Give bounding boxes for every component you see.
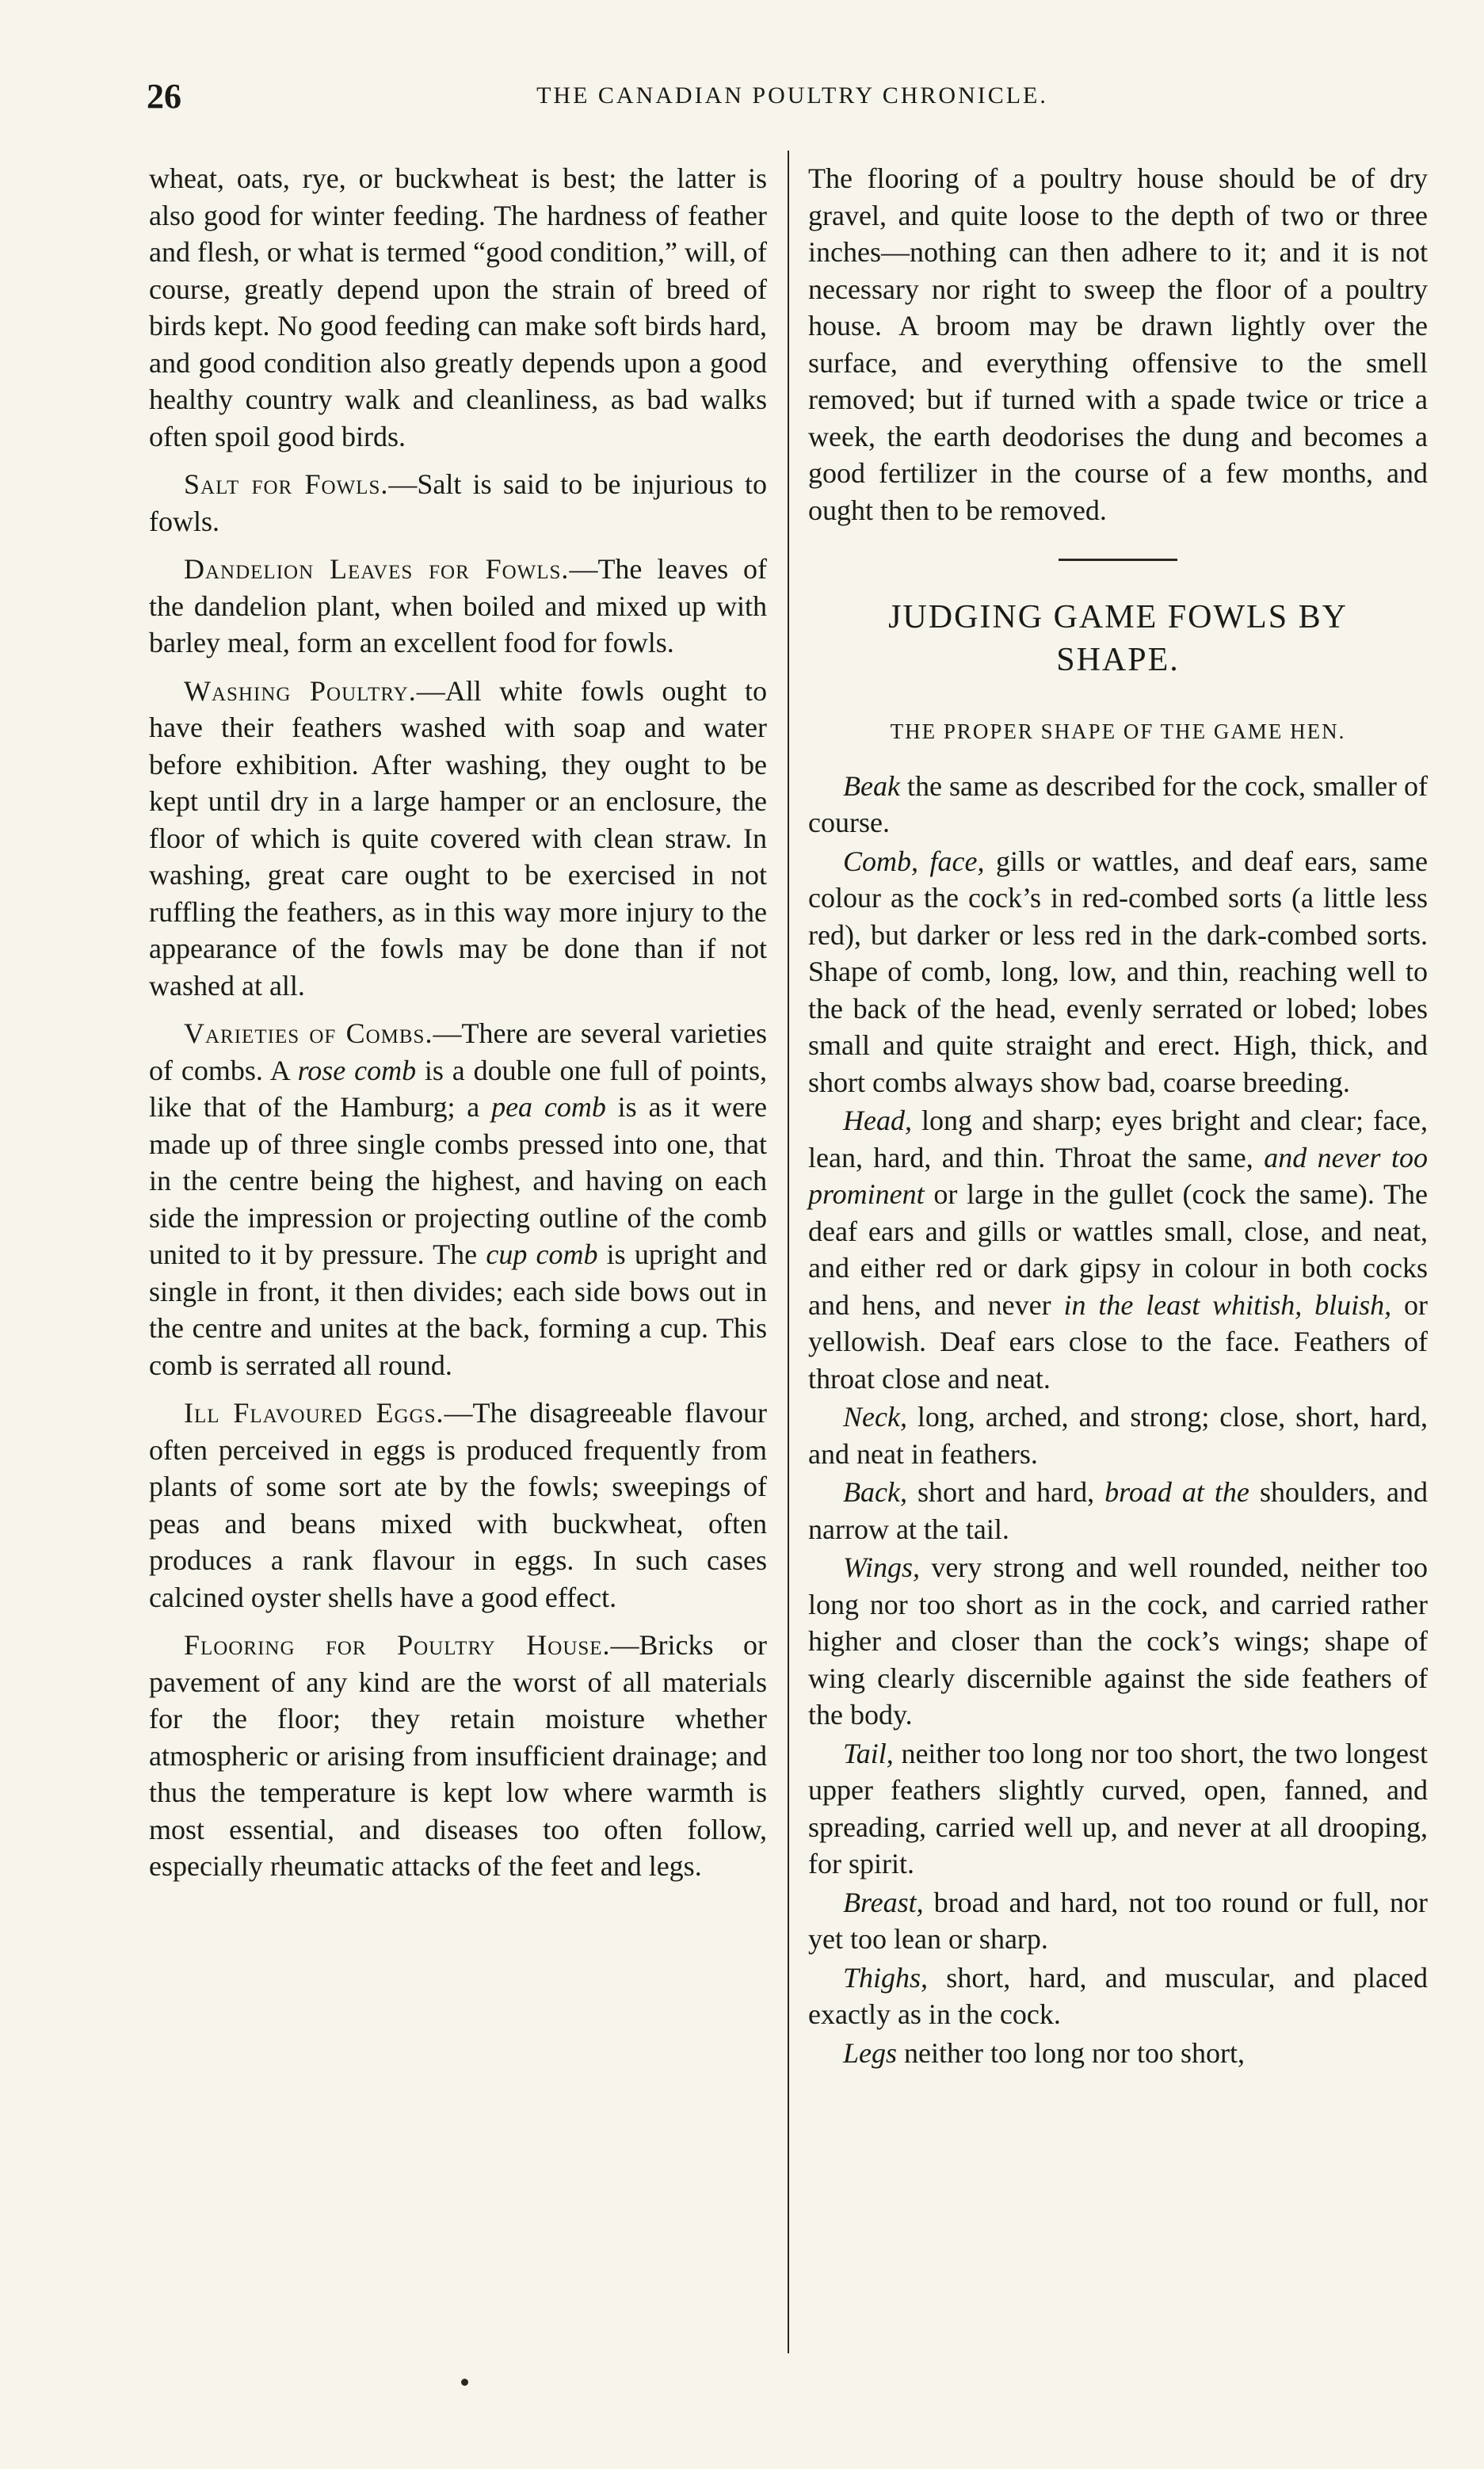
combs-text-c: is as it were made up of three single combs pressed into one, that in the centre being the highest, and having on each side the impression or projecting outline of the comb united to it by pressure. The: [149, 1091, 767, 1270]
tail-term: Tail,: [843, 1737, 894, 1769]
running-title: THE CANADIAN POULTRY CHRONICLE.: [536, 82, 1048, 109]
article-title: JUDGING GAME FOWLS BY SHAPE.: [888, 599, 1348, 678]
head-italic-1: and never too prominent: [808, 1141, 1428, 1210]
paragraph-head: [808, 1102, 1428, 1397]
paragraph-flooring: [149, 1627, 767, 1885]
wings-text: very strong and well rounded, neither too long nor too short as in the cock, and carried rather higher and closer than the cock’s wings; shape of wing clearly discernible against the side feathers of the body.: [808, 1551, 1428, 1731]
neck-term: Neck,: [843, 1401, 907, 1433]
wings-term: Wings,: [843, 1551, 921, 1583]
flooring-heading: Flooring for Poultry House.: [184, 1629, 611, 1661]
thighs-text: short, hard, and muscular, and placed exactly as in the cock.: [808, 1961, 1428, 2030]
dandelion-text: —The leaves of the dandelion plant, when boiled and mixed up with barley meal, form an excellent food for fowls.: [149, 553, 768, 658]
salt-heading: Salt for Fowls.: [184, 468, 389, 500]
beak-term: Beak: [843, 769, 900, 802]
ink-dot: [461, 2379, 468, 2386]
column-divider: [788, 151, 789, 2353]
paragraph-floor-gravel: The flooring of a poultry house should be of dry gravel, and quite loose to the depth of two or three inches—nothing can then adhere to it; and it is not necessary nor right to sweep the floor of a poultry house. A broom may be drawn lightly over the surface, and everything offensive to the smell removed; but if turned with a spade twice or trice a week, the earth deodorises the dung and becomes a good fertilizer in the course of a few months, and ought then to be removed.: [808, 162, 1428, 526]
combs-heading: Varieties of Combs.: [184, 1017, 433, 1049]
back-text-b: shoulders, and narrow at the tail.: [808, 1476, 1429, 1545]
paragraph-wings: [808, 1549, 1428, 1734]
head-italic-2: in the least whitish, bluish,: [1063, 1288, 1392, 1321]
thighs-term: Thighs,: [843, 1961, 929, 1994]
pea-comb-term: pea comb: [491, 1091, 606, 1123]
back-italic: broad at the: [1104, 1476, 1249, 1508]
washing-heading: Washing Poultry.: [184, 674, 417, 707]
back-text-a: short and hard,: [906, 1476, 1105, 1508]
combs-text-a: —There are several varieties of combs. A: [149, 1017, 767, 1086]
flooring-text: —Bricks or pavement of any kind are the worst of all materials for the floor; they retain moisture whether atmospheric or arising from insufficient drainage; and thus the temperature is kept low where warmth is most essential, and diseases too often follow, especially rheumatic attacks of the feet and legs.: [149, 1629, 767, 1882]
comb-text: gills or wattles, and deaf ears, same colour as the cock’s in red-combed sorts (a little less red), but darker or less red in the dark-combed sorts. Shape of comb, long, low, and thin, reaching well to the back of the head, evenly serrated or lobed; lobes small and quite straight and erect. High, thick, and short combs always show bad, coarse breeding.: [808, 845, 1428, 1098]
page-header: [147, 76, 1438, 124]
paragraph-legs: [808, 2035, 1428, 2072]
paragraph-comb: [808, 843, 1428, 1101]
paragraph-neck: [808, 1399, 1428, 1472]
head-text-a: long and sharp; eyes bright and clear; face, lean, hard, and thin. Throat the same,: [808, 1105, 1428, 1173]
head-text-c: or yellowish. Deaf ears close to the face. Feathers of throat close and neat.: [808, 1288, 1429, 1395]
legs-term: Legs: [843, 2036, 898, 2069]
article-subheading: THE PROPER SHAPE OF THE GAME HEN.: [890, 719, 1346, 743]
beak-text: the same as described for the cock, smaller of course.: [808, 769, 1428, 838]
salt-text: —Salt is said to be injurious to fowls.: [149, 468, 767, 537]
legs-text: neither too long nor too short,: [897, 2036, 1245, 2069]
left-column: [149, 160, 767, 1885]
paragraph-combs: [149, 1015, 767, 1383]
combs-text-b: is a double one full of points, like that of the Hamburg; a: [149, 1054, 767, 1123]
paragraph-salt: [149, 466, 767, 540]
rose-comb-term: rose comb: [297, 1054, 417, 1086]
paragraph-beak: [808, 768, 1428, 841]
paragraph-feeding: wheat, oats, rye, or buckwheat is best; the latter is also good for winter feeding. The hardness of feather and flesh, or what is termed “good condition,” will, of course, greatly depend upon the strain of breed of birds kept. No good feeding can make soft birds hard, and good condition also greatly depends upon a good healthy country walk and cleanliness, as bad walks often spoil good birds.: [149, 162, 767, 452]
eggs-text: —The disagreeable flavour often perceived in eggs is produced frequently from plants of some sort ate by the fowls; sweepings of peas and beans mixed with buckwheat, often produces a rank flavour in eggs. In such cases calcined oyster shells have a good effect.: [149, 1397, 767, 1613]
neck-text: long, arched, and strong; close, short, hard, and neat in feathers.: [808, 1401, 1428, 1470]
comb-term: Comb, face,: [843, 845, 985, 877]
tail-text: neither too long nor too short, the two longest upper feathers slightly curved, open, fanned, and spreading, carried well up, and never at all drooping, for spirit.: [808, 1737, 1428, 1879]
paragraph-washing: [149, 673, 767, 1005]
head-text-b: or large in the gullet (cock the same). The deaf ears and gills or wattles small, close, and neat, and either red or dark gipsy in colour in both cocks and hens, and never: [808, 1178, 1428, 1321]
paragraph-breast: [808, 1884, 1428, 1958]
paragraph-dandelion: [149, 551, 767, 662]
combs-text-d: is upright and single in front, it then divides; each side bows out in the centre and unites at the back, forming a cup. This comb is serrated all round.: [149, 1238, 768, 1381]
right-column: [808, 160, 1428, 2071]
washing-text: —All white fowls ought to have their feathers washed with soap and water before exhibition. After washing, they ought to be kept until dry in a large hamper or an enclosure, the floor of which is quite covered with clean straw. In washing, great care ought to be exercised in not ruffling the feathers, as in this way more injury to the appearance of the fowls may be done than if not washed at all.: [149, 674, 768, 1002]
dandelion-heading: Dandelion Leaves for Fowls.: [184, 553, 570, 585]
paragraph-thighs: [808, 1960, 1428, 2033]
head-term: Head,: [843, 1105, 912, 1136]
breast-term: Breast,: [843, 1886, 924, 1918]
section-rule: [1059, 559, 1177, 561]
breast-text: broad and hard, not too round or full, nor yet too lean or sharp.: [808, 1886, 1428, 1955]
paragraph-eggs: [149, 1395, 767, 1616]
back-term: Back,: [843, 1476, 907, 1508]
paragraph-tail: [808, 1735, 1428, 1883]
paragraph-back: [808, 1474, 1428, 1547]
eggs-heading: Ill Flavoured Eggs.: [184, 1397, 444, 1429]
cup-comb-term: cup comb: [486, 1238, 598, 1270]
page-number: 26: [147, 77, 181, 116]
